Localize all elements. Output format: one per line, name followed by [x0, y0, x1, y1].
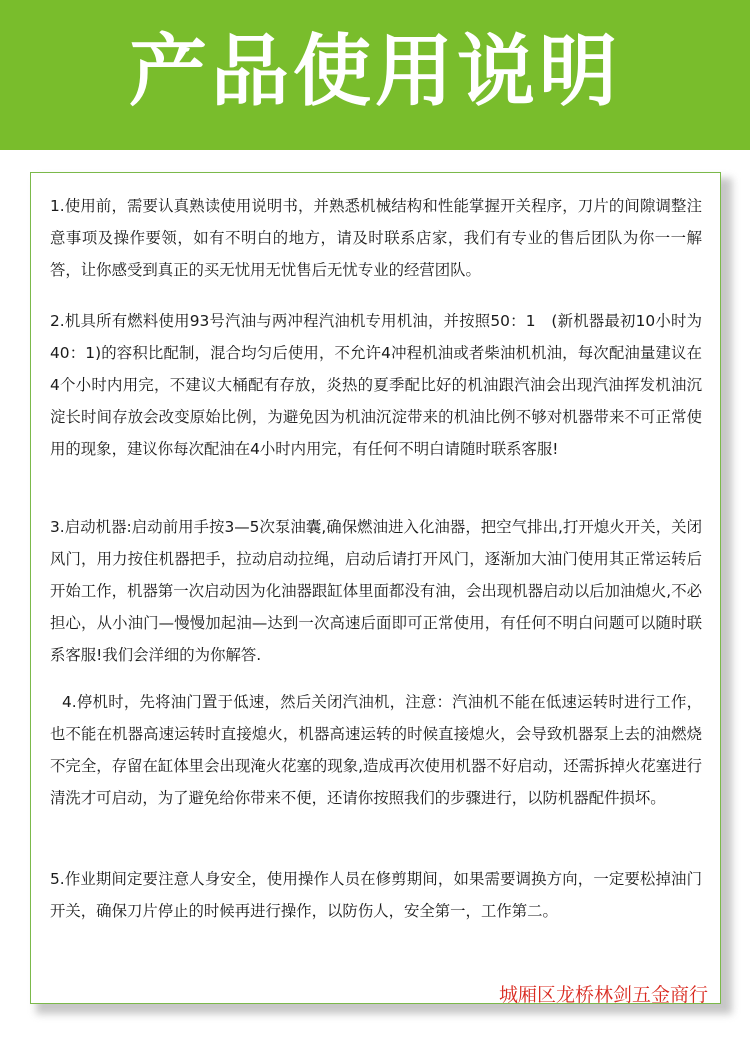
instruction-item-3: 3.启动机器:启动前用手按3—5次泵油囊,确保燃油进入化油器，把空气排出,打开熄火开关，关闭风门，用力按住机器把手，拉动启动拉绳，启动后请打开风门，逐渐加大油门使用其正常运转后开始工作，机器第一次启动因为化油器跟缸体里面都没有油，会出现机器启动以后加油熄火,不必担心，从小油门—慢慢加起油—达到一次高速后面即可正常使用，有任何不明白问题可以随时联系客服!我们会洋细的为你解答. — [50, 518, 702, 664]
header-banner — [0, 0, 750, 150]
instruction-item-5: 5.作业期间定要注意人身安全，使用操作人员在修剪期间，如果需要调换方向，一定要松掉油门开关，确保刀片停止的时候再进行操作，以防伤人，安全第一，工作第二。 — [50, 870, 702, 920]
instruction-item-2: 2.机具所有燃料使用93号汽油与两冲程汽油机专用机油，并按照50：1 (新机器最初10小时为40：1)的容积比配制，混合均匀后使用，不允许4冲程机油或者柴油机机油，每次配油量建议在4个小时内用完，不建议大桶配有存放，炎热的夏季配比好的机油跟汽油会出现汽油挥发机油沉淀长时间存放会改变原始比例，为避免因为机油沉淀带来的机油比例不够对机器带来不可正常使用的现象，建议你每次配油在4小时内用完，有任何不明白请随时联系客服! — [50, 312, 702, 458]
page-title: 产品使用说明 — [128, 27, 621, 117]
instruction-item-1: 1.使用前，需要认真熟读使用说明书，并熟悉机械结构和性能掌握开关程序，刀片的间隙调整注意事项及操作要领，如有不明白的地方，请及时联系店家，我们有专业的售后团队为你一一解答，让你感受到真正的买无忧用无忧售后无忧专业的经营团队。 — [50, 197, 702, 279]
shop-name-label: 城厢区龙桥林剑五金商行 — [498, 984, 708, 1006]
instruction-item-4: 4.停机时，先将油门置于低速，然后关闭汽油机，注意：汽油机不能在低速运转时进行工作，也不能在机器高速运转时直接熄火，机器高速运转的时候直接熄火，会导致机器泵上去的油燃烧不完全，存留在缸体里会出现淹火花塞的现象,造成再次使用机器不好启动，还需拆掉火花塞进行清洗才可启动，为了避免给你带来不便，还请你按照我们的步骤进行，以防机器配件损坏。 — [50, 693, 702, 807]
